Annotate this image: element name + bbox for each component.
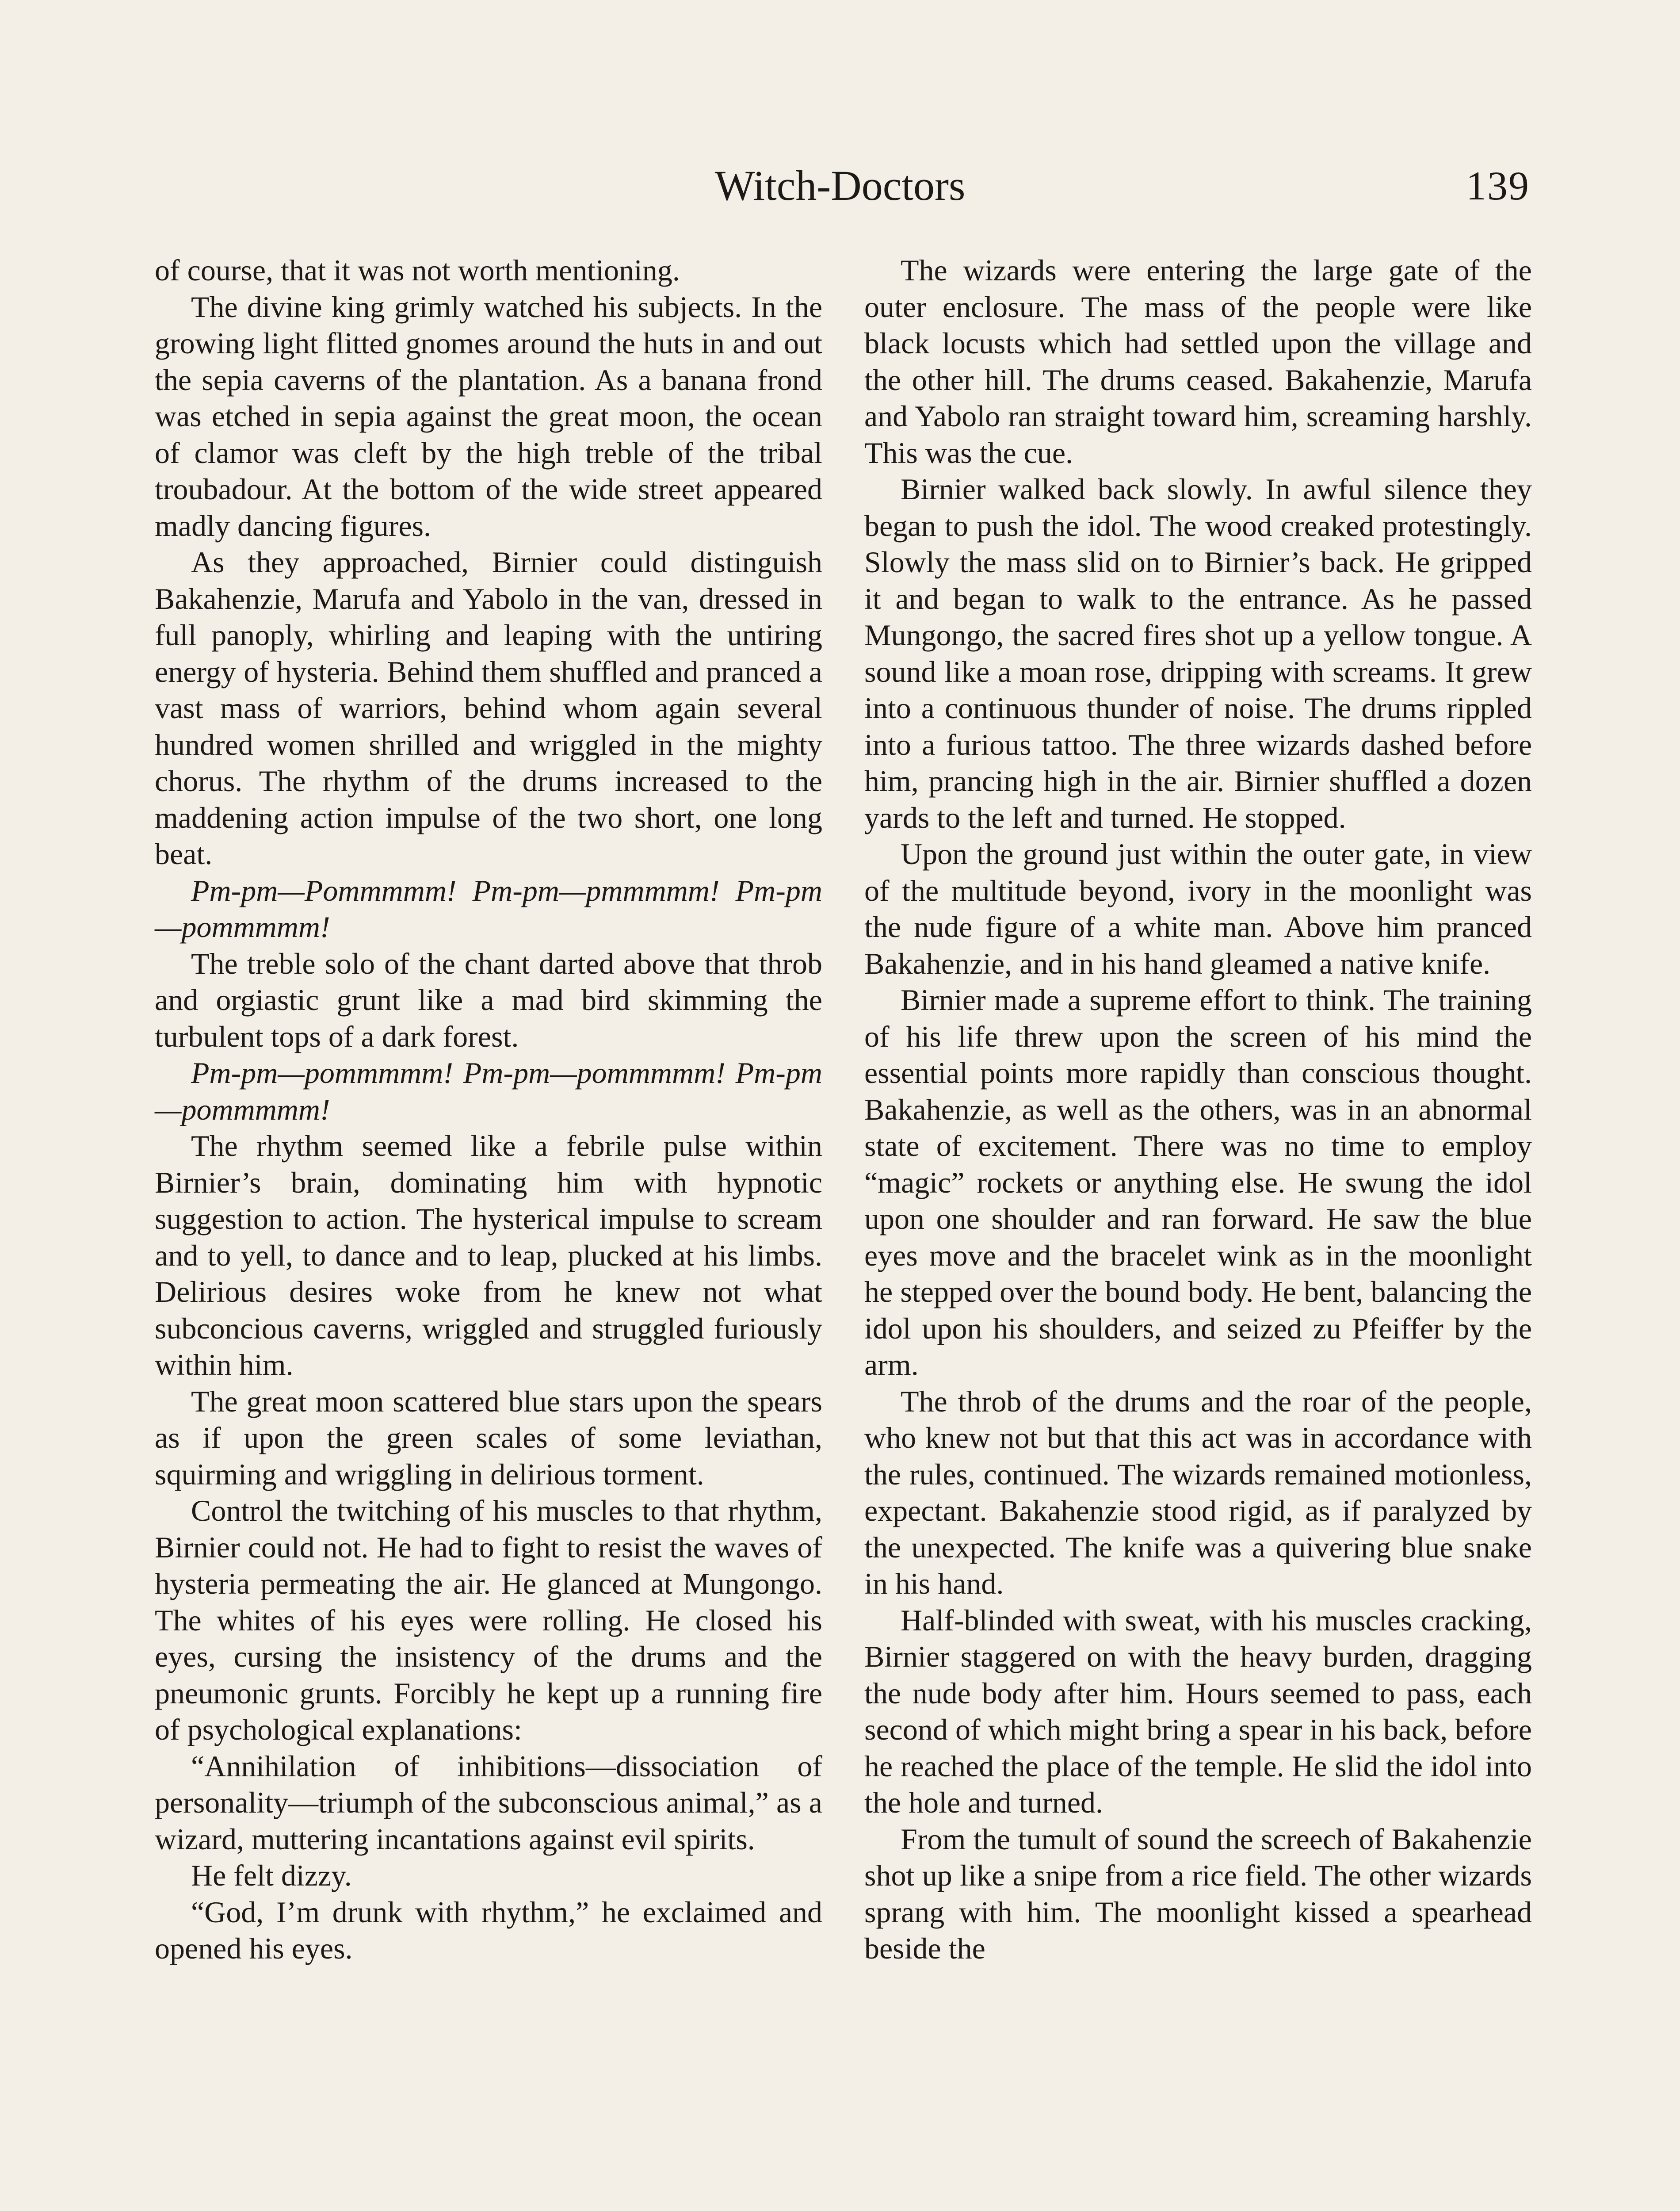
page-number: 139 xyxy=(1466,163,1530,208)
paragraph: The throb of the drums and the roar of the people, who knew not but that this act was in accordance with the rules, continued. The wizards remained motionless, expectant. Bakahenzie stood rigid, as if paralyzed by the unexpected. The knife was a quivering blue snake in his hand. xyxy=(864,1384,1532,1600)
paragraph: “God, I’m drunk with rhythm,” he exclaimed and opened his eyes. xyxy=(155,1895,822,1965)
paragraph: He felt dizzy. xyxy=(191,1859,352,1892)
paragraph: From the tumult of sound the screech of Bakahenzie shot up like a snipe from a rice field. The other wizards sprang with him. The moonlight kissed a spearhead beside the xyxy=(864,1822,1532,1965)
paragraph: The treble solo of the chant darted above that throb and orgiastic grunt like a mad bird skimming the turbulent tops of a dark forest. xyxy=(155,946,822,1053)
paragraph: Upon the ground just within the outer gate, in view of the multitude beyond, ivory in the moonlight was the nude figure of a white man. Above him pranced Bakahenzie, and in his hand gleamed a native knife. xyxy=(864,837,1532,980)
left-column xyxy=(155,252,822,1967)
paragraph: Control the twitching of his muscles to that rhythm, Birnier could not. He had to fight to resist the waves of hysteria permeating the air. He glanced at Mungongo. The whites of his eyes were rolling. He closed his eyes, cursing the insistency of the drums and the pneumonic grunts. Forcibly he kept up a running fire of psychological explanations: xyxy=(155,1494,822,1746)
paragraph: Birnier walked back slowly. In awful silence they began to push the idol. The wood creaked protestingly. Slowly the mass slid on to Birnier’s back. He gripped it and began to walk to the entrance. As he passed Mungongo, the sacred fires shot up a yellow tongue. A sound like a moan rose, dripping with screams. It grew into a continuous thunder of noise. The drums rippled into a furious tattoo. The three wizards dashed before him, prancing high in the air. Birnier shuffled a dozen yards to the left and turned. He stopped. xyxy=(864,472,1532,834)
paragraph: The divine king grimly watched his subjects. In the growing light flitted gnomes around the huts in and out the sepia caverns of the plantation. As a banana frond was etched in sepia against the great moon, the ocean of clamor was cleft by the high treble of the tribal troubadour. At the bottom of the wide street appeared madly dancing figures. xyxy=(155,290,822,543)
paragraph: The great moon scattered blue stars upon the spears as if upon the green scales of some leviathan, squirming and wriggling in delirious torment. xyxy=(155,1384,822,1491)
paragraph: The rhythm seemed like a febrile pulse within Birnier’s brain, dominating him with hypnotic suggestion to action. The hysterical impulse to scream and to yell, to dance and to leap, plucked at his limbs. Delirious desires woke from he knew not what subconcious caverns, wriggled and struggled furiously within him. xyxy=(155,1129,822,1381)
paragraph: As they approached, Birnier could distinguish Bakahenzie, Marufa and Yabolo in the van, dressed in full panoply, whirling and leaping with the untiring energy of hysteria. Behind them shuffled and pranced a vast mass of warriors, behind whom again several hundred women shrilled and wriggled in the mighty chorus. The rhythm of the drums increased to the maddening action impulse of the two short, one long beat. xyxy=(155,545,822,871)
running-head xyxy=(0,159,1680,212)
paragraph: The wizards were entering the large gate of the outer enclosure. The mass of the people were like black locusts which had settled upon the village and the other hill. The drums ceased. Bakahenzie, Marufa and Yabolo ran straight toward him, screaming harshly. This was the cue. xyxy=(864,253,1532,470)
paragraph: of course, that it was not worth mentioning. xyxy=(155,253,680,287)
paragraph: Half-blinded with sweat, with his muscles cracking, Birnier staggered on with the heavy burden, dragging the nude body after him. Hours seemed to pass, each second of which might bring a spear in his back, before he reached the place of the temple. He slid the idol into the hole and turned. xyxy=(864,1603,1532,1819)
paragraph: “Annihilation of inhibitions—dissociation of personality—triumph of the subconscious animal,” as a wizard, muttering incantations against evil spirits. xyxy=(155,1749,822,1856)
chant-line: Pm-pm—Pommmmm! Pm-pm—pmmmmm! Pm-pm—pommmmm! xyxy=(155,873,822,944)
right-column xyxy=(864,252,1532,1967)
chant-line: Pm-pm—pommmmm! Pm-pm—pommmmm! Pm-pm—pommmmm! xyxy=(155,1056,822,1126)
page-title: Witch-Doctors xyxy=(714,162,966,209)
paragraph: Birnier made a supreme effort to think. The training of his life threw upon the screen of his mind the essential points more rapidly than conscious thought. Bakahenzie, as well as the others, was in an abnormal state of excitement. There was no time to employ “magic” rockets or anything else. He swung the idol upon one shoulder and ran forward. He saw the blue eyes move and the bracelet wink as in the moonlight he stepped over the bound body. He bent, balancing the idol upon his shoulders, and seized zu Pfeiffer by the arm. xyxy=(864,983,1532,1381)
